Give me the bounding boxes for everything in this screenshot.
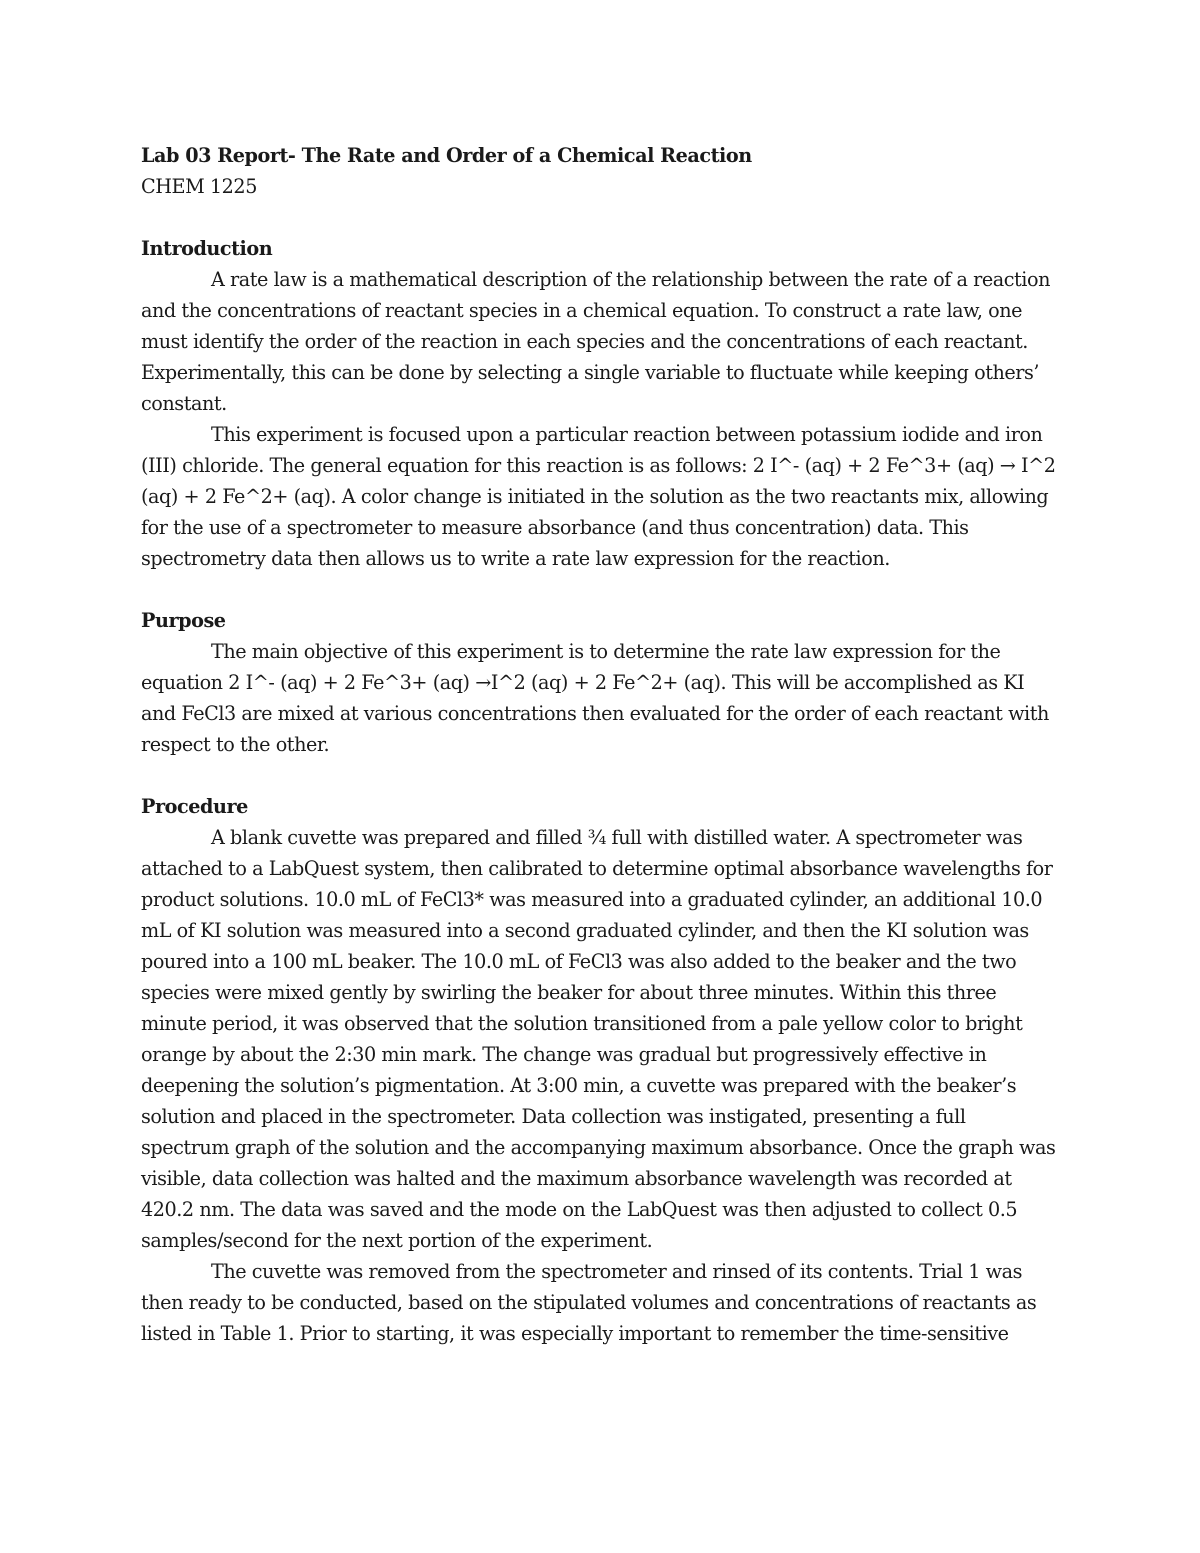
procedure-heading: Procedure (141, 795, 248, 818)
procedure-paragraph: A blank cuvette was prepared and filled ¾ full with distilled water. A spectrometer was attached to a LabQuest system, then calibrated to determine optimal absorbance wavelengths for product solutions. 10.0 mL of FeCl3* was measured into a graduated cylinder, an additional 10.0 mL of KI solution was measured into a second graduated cylinder, and then the KI solution was poured into a 100 mL beaker. The 10.0 mL of FeCl3 was also added to the beaker and the two species were mixed gently by swirling the beaker for about three minutes. Within this three minute period, it was observed that the solution transitioned from a pale yellow color to bright orange by about the 2:30 min mark. The change was gradual but progressively effective in deepening the solution’s pigmentation. At 3:00 min, a cuvette was prepared with the beaker’s solution and placed in the spectrometer. Data collection was instigated, presenting a full spectrum graph of the solution and the accompanying maximum absorbance. Once the graph was visible, data collection was halted and the maximum absorbance wavelength was recorded at 420.2 nm. The data was saved and the mode on the LabQuest was then adjusted to collect 0.5 samples/second for the next portion of the experiment. (141, 826, 1056, 1252)
procedure-paragraph: The cuvette was removed from the spectrometer and rinsed of its contents. Trial 1 was then ready to be conducted, based on the stipulated volumes and concentrations of reactants as listed in Table 1. Prior to starting, it was especially important to remember the time-sensitive (141, 1260, 1037, 1345)
introduction-paragraph: A rate law is a mathematical description of the relationship between the rate of a reaction and the concentrations of reactant species in a chemical equation. To construct a rate law, one must identify the order of the reaction in each species and the concentrations of each reactant. Experimentally, this can be done by selecting a single variable to fluctuate while keeping others’ constant. (141, 268, 1050, 415)
introduction-heading: Introduction (141, 237, 273, 260)
document-title: Lab 03 Report- The Rate and Order of a Chemical Reaction (141, 144, 752, 167)
purpose-paragraph: The main objective of this experiment is to determine the rate law expression for the equation 2 I^- (aq) + 2 Fe^3+ (aq) →I^2 (aq) + 2 Fe^2+ (aq). This will be accomplished as KI and FeCl3 are mixed at various concentrations then evaluated for the order of each reactant with respect to the other. (141, 640, 1049, 756)
document-page (141, 140, 1059, 1349)
course-code: CHEM 1225 (141, 175, 257, 198)
introduction-paragraph: This experiment is focused upon a particular reaction between potassium iodide and iron (III) chloride. The general equation for this reaction is as follows: 2 I^- (aq) + 2 Fe^3+ (aq) → I^2 (aq) + 2 Fe^2+ (aq). A color change is initiated in the solution as the two reactants mix, allowing for the use of a spectrometer to measure absorbance (and thus concentration) data. This spectrometry data then allows us to write a rate law expression for the reaction. (141, 423, 1056, 570)
purpose-heading: Purpose (141, 609, 226, 632)
